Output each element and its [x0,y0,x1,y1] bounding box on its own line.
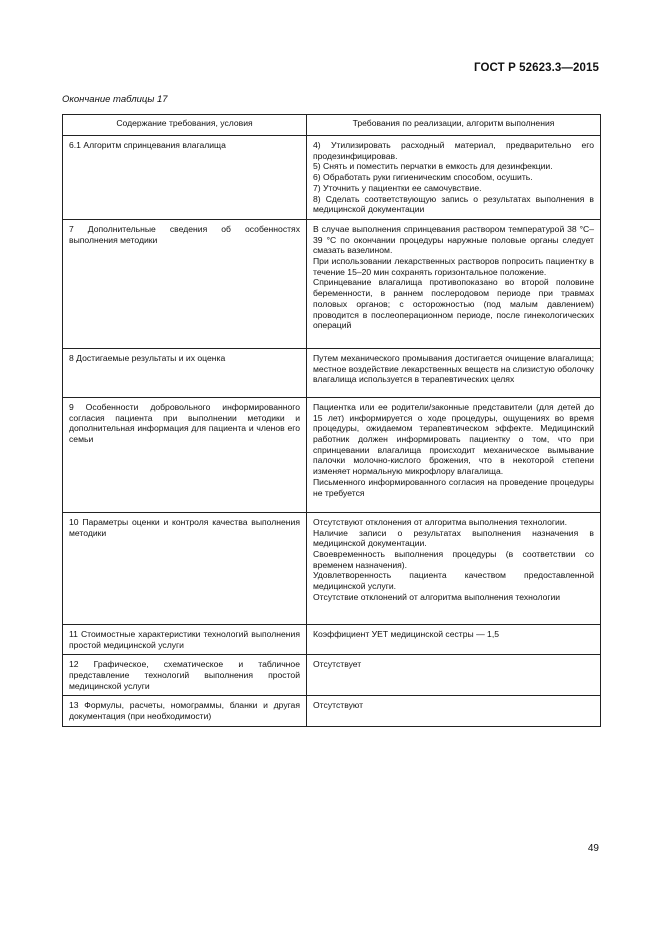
table-row [63,348,601,397]
document-code: ГОСТ Р 52623.3—2015 [474,62,599,74]
column-header-implementation: Требования по реализации, алгоритм выполнения [307,115,601,136]
table-caption: Окончание таблицы 17 [62,94,168,105]
requirement-cell: 6.1 Алгоритм спринцевания влагалища [63,136,307,220]
table-row [63,397,601,512]
table-row [63,512,601,624]
implementation-line: Письменного информированного согласия на проведение процедуры не требуется [313,476,594,498]
implementation-cell [307,397,601,512]
implementation-line: 4) Утилизировать расходный материал, предварительно его продезинфицировав. [313,140,594,161]
requirement-cell: 13 Формулы, расчеты, номограммы, бланки и другая документация (при необходимости) [63,696,307,726]
column-header-requirement: Содержание требования, условия [63,115,307,136]
implementation-line: Коэффициент УЕТ медицинской сестры — 1,5 [313,628,499,639]
table-row [63,624,601,654]
implementation-cell [307,696,601,726]
table-row [63,219,601,348]
implementation-line: Спринцевание влагалища противопоказано во второй половине беременности, в раннем послеродовом периоде при травмах половых органов; с осторожностью (под малым давлением) проводится в послеоперационном периоде, после гинекологических операций [313,277,594,331]
table-row [63,136,601,220]
table-row [63,696,601,726]
implementation-line: Отсутствие отклонений от алгоритма выполнения технологии [313,591,561,602]
implementation-line: Своевременность выполнения процедуры (в соответствии со временем назначения). [313,549,594,570]
implementation-line: 5) Снять и поместить перчатки в емкость для дезинфекции. [313,161,553,172]
implementation-line: 7) Уточнить у пациентки ее самочувствие. [313,182,482,193]
requirement-cell: 9 Особенности добровольного информированного согласия пациента при выполнении методики и дополнительная информация для пациента и членов его семьи [63,397,307,512]
table-row [63,655,601,696]
implementation-line: Наличие записи о результатах выполнения назначения в медицинской документации. [313,527,594,549]
implementation-cell [307,624,601,654]
implementation-line: Путем механического промывания достигается очищение влагалища; местное воздействие лекарственных веществ на слизистую оболочку влагалища используется в терапевтических целях [313,352,594,385]
requirement-cell: 10 Параметры оценки и контроля качества выполнения методики [63,512,307,624]
page-number: 49 [587,843,599,854]
implementation-line: Удовлетворенность пациента качеством предоставленной медицинской услуги. [313,570,594,592]
requirement-cell: 7 Дополнительные сведения об особенностях выполнения методики [63,219,307,348]
requirements-table [62,114,601,727]
implementation-line: В случае выполнения спринцевания раствором температурой 38 °С–39 °С по окончании процедуры наружные половые органы следует смазать вазелином. [313,223,594,256]
implementation-line: При использовании лекарственных растворов попросить пациентку в течение 15–20 мин сохранять горизонтальное положение. [313,256,594,277]
implementation-cell [307,348,601,397]
implementation-line: Отсутствует [313,659,362,670]
implementation-line: Отсутствуют отклонения от алгоритма выполнения технологии. [313,516,568,527]
implementation-cell [307,219,601,348]
table-header-row [63,115,601,136]
implementation-line: Отсутствуют [313,700,364,711]
implementation-cell [307,512,601,624]
requirement-cell: 12 Графическое, схематическое и табличное представление технологий выполнения простой медицинской услуги [63,655,307,696]
implementation-line: Пациентка или ее родители/законные представители (для детей до 15 лет) информируется о ходе процедуры, ощущениях во время процедуры, ожидаемом терапевтическом эффекте. Медицинский работник должен информировать пациентку о том, что при спринцевании влагалища происходит механическое вымывание палочки молочно-кислого брожения, что в некоторой степени изменяет нормальную микрофлору влагалища. [313,401,594,477]
implementation-cell [307,136,601,220]
implementation-line: 8) Сделать соответствующую запись о результатах выполнения в медицинской документации [313,193,594,215]
requirement-cell: 11 Стоимостные характеристики технологий выполнения простой медицинской услуги [63,624,307,654]
implementation-line: 6) Обработать руки гигиеническим способом, осушить. [313,172,533,183]
implementation-cell [307,655,601,696]
requirement-cell: 8 Достигаемые результаты и их оценка [63,348,307,397]
